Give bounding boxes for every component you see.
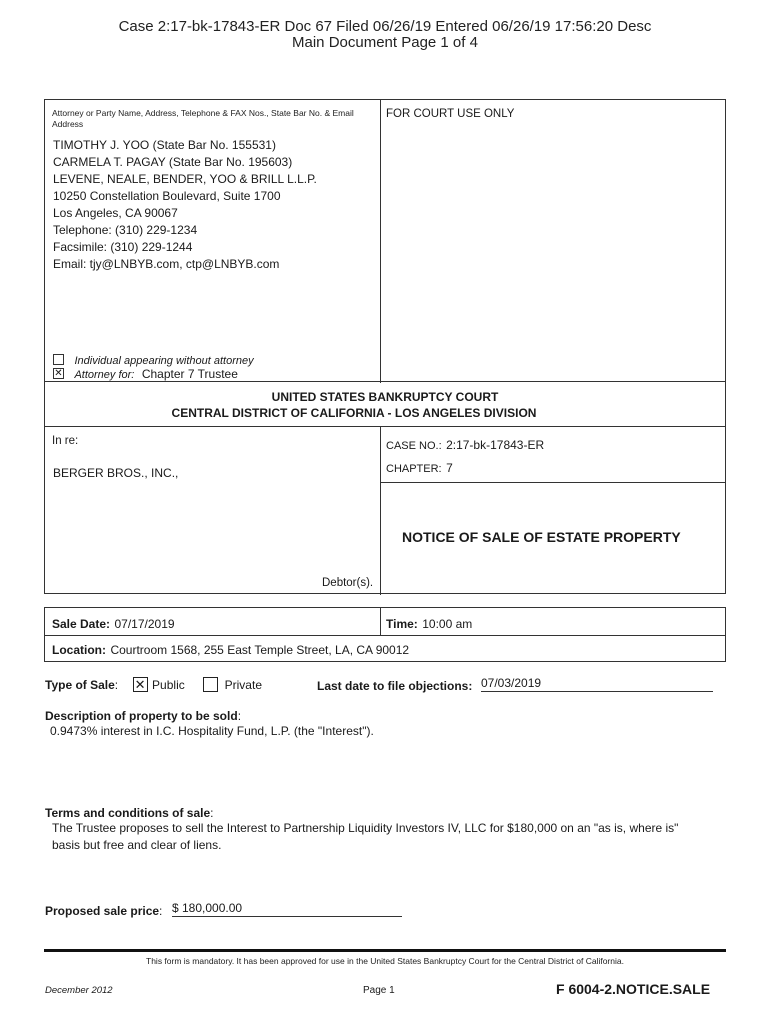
chapter-value: 7 bbox=[446, 461, 453, 475]
footer-notice: This form is mandatory. It has been approved for use in the United States Bankruptcy Court for the Central District of California. bbox=[146, 956, 624, 966]
sale-date-label: Sale Date: bbox=[52, 617, 111, 631]
private-checkbox[interactable] bbox=[203, 677, 218, 692]
court-use-label: FOR COURT USE ONLY bbox=[386, 108, 515, 120]
divider bbox=[380, 608, 381, 635]
sale-location bbox=[52, 641, 409, 659]
notice-title: NOTICE OF SALE OF ESTATE PROPERTY bbox=[402, 529, 681, 545]
footer-rule bbox=[44, 949, 726, 952]
terms-heading: Terms and conditions of sale: bbox=[45, 806, 214, 820]
individual-label: Individual appearing without attorney bbox=[74, 355, 254, 367]
chapter bbox=[386, 459, 453, 477]
description-heading: Description of property to be sold: bbox=[45, 709, 242, 723]
attorney-line: 10250 Constellation Boulevard, Suite 1700 bbox=[53, 189, 281, 203]
chapter-label: CHAPTER: bbox=[386, 463, 442, 475]
case-no-value: 2:17-bk-17843-ER bbox=[446, 438, 545, 452]
public-label: Public bbox=[152, 678, 185, 692]
court-name: UNITED STATES BANKRUPTCY COURT bbox=[271, 390, 499, 404]
public-checkbox[interactable]: ✕ bbox=[133, 677, 148, 692]
type-of-sale: Type of Sale: ✕ Public Private bbox=[45, 677, 262, 693]
attorney-line: Telephone: (310) 229-1234 bbox=[53, 223, 198, 237]
in-re-label: In re: bbox=[52, 435, 79, 447]
attorney-for-value: Chapter 7 Trustee bbox=[141, 367, 238, 381]
objection-date-field: 07/03/2019 bbox=[481, 676, 713, 692]
divider bbox=[380, 427, 381, 595]
terms-line: basis but free and clear of liens. bbox=[52, 838, 222, 852]
attorney-line: Email: tjy@LNBYB.com, ctp@LNBYB.com bbox=[53, 257, 280, 271]
description-text: 0.9473% interest in I.C. Hospitality Fund, L.P. (the "Interest"). bbox=[50, 724, 374, 738]
attorney-for-checkbox[interactable]: ✕ bbox=[54, 368, 63, 380]
terms-line: The Trustee proposes to sell the Interest to Partnership Liquidity Investors IV, LLC for $180,000 on an "as is, where is" bbox=[52, 821, 679, 835]
case-box bbox=[44, 426, 726, 594]
debtors-label: Debtor(s). bbox=[322, 577, 374, 589]
divider bbox=[380, 482, 726, 483]
divider bbox=[380, 100, 381, 383]
price-field: $ 180,000.00 bbox=[172, 901, 402, 917]
case-header-line2: Main Document Page 1 of 4 bbox=[292, 34, 478, 51]
court-district: CENTRAL DISTRICT OF CALIFORNIA - LOS ANGELES DIVISION bbox=[171, 406, 537, 420]
location-value: Courtroom 1568, 255 East Temple Street, LA, CA 90012 bbox=[110, 643, 410, 657]
divider bbox=[45, 635, 725, 636]
price-label: Proposed sale price bbox=[45, 904, 160, 918]
attorney-label: Attorney or Party Name, Address, Telephone & FAX Nos., State Bar No. & Email Address bbox=[52, 108, 354, 129]
attorney-line: CARMELA T. PAGAY (State Bar No. 195603) bbox=[53, 155, 293, 169]
footer-page: Page 1 bbox=[363, 985, 395, 996]
attorney-line: Facsimile: (310) 229-1244 bbox=[53, 240, 193, 254]
sale-date bbox=[52, 615, 175, 633]
description-label: Description of property to be sold bbox=[45, 709, 238, 723]
case-header-line1: Case 2:17-bk-17843-ER Doc 67 Filed 06/26/19 Entered 06/26/19 17:56:20 Desc bbox=[118, 18, 652, 35]
objection-deadline bbox=[317, 677, 472, 695]
court-title-box bbox=[44, 381, 726, 427]
type-label: Type of Sale bbox=[45, 678, 115, 692]
attorney-line: Los Angeles, CA 90067 bbox=[53, 206, 178, 220]
sale-time-label: Time: bbox=[386, 617, 418, 631]
attorney-line: TIMOTHY J. YOO (State Bar No. 155531) bbox=[53, 138, 276, 152]
debtor-name: BERGER BROS., INC., bbox=[53, 466, 179, 480]
objection-label: Last date to file objections: bbox=[317, 679, 473, 693]
attorney-line: LEVENE, NEALE, BENDER, YOO & BRILL L.L.P. bbox=[53, 172, 317, 186]
private-label: Private bbox=[224, 678, 262, 692]
case-no-label: CASE NO.: bbox=[386, 440, 442, 452]
price-heading: Proposed sale price: bbox=[45, 904, 163, 918]
individual-checkbox[interactable] bbox=[53, 354, 64, 365]
attorney-for-label: Attorney for: bbox=[74, 369, 135, 381]
terms-label: Terms and conditions of sale bbox=[45, 806, 211, 820]
sale-time bbox=[386, 615, 472, 633]
form-id: F 6004-2.NOTICE.SALE bbox=[556, 981, 711, 997]
sale-time-value: 10:00 am bbox=[422, 617, 473, 631]
case-number bbox=[386, 436, 544, 454]
attorney-info bbox=[53, 137, 373, 273]
footer-date: December 2012 bbox=[45, 985, 113, 996]
sale-date-value: 07/17/2019 bbox=[114, 617, 175, 631]
location-label: Location: bbox=[52, 643, 106, 657]
